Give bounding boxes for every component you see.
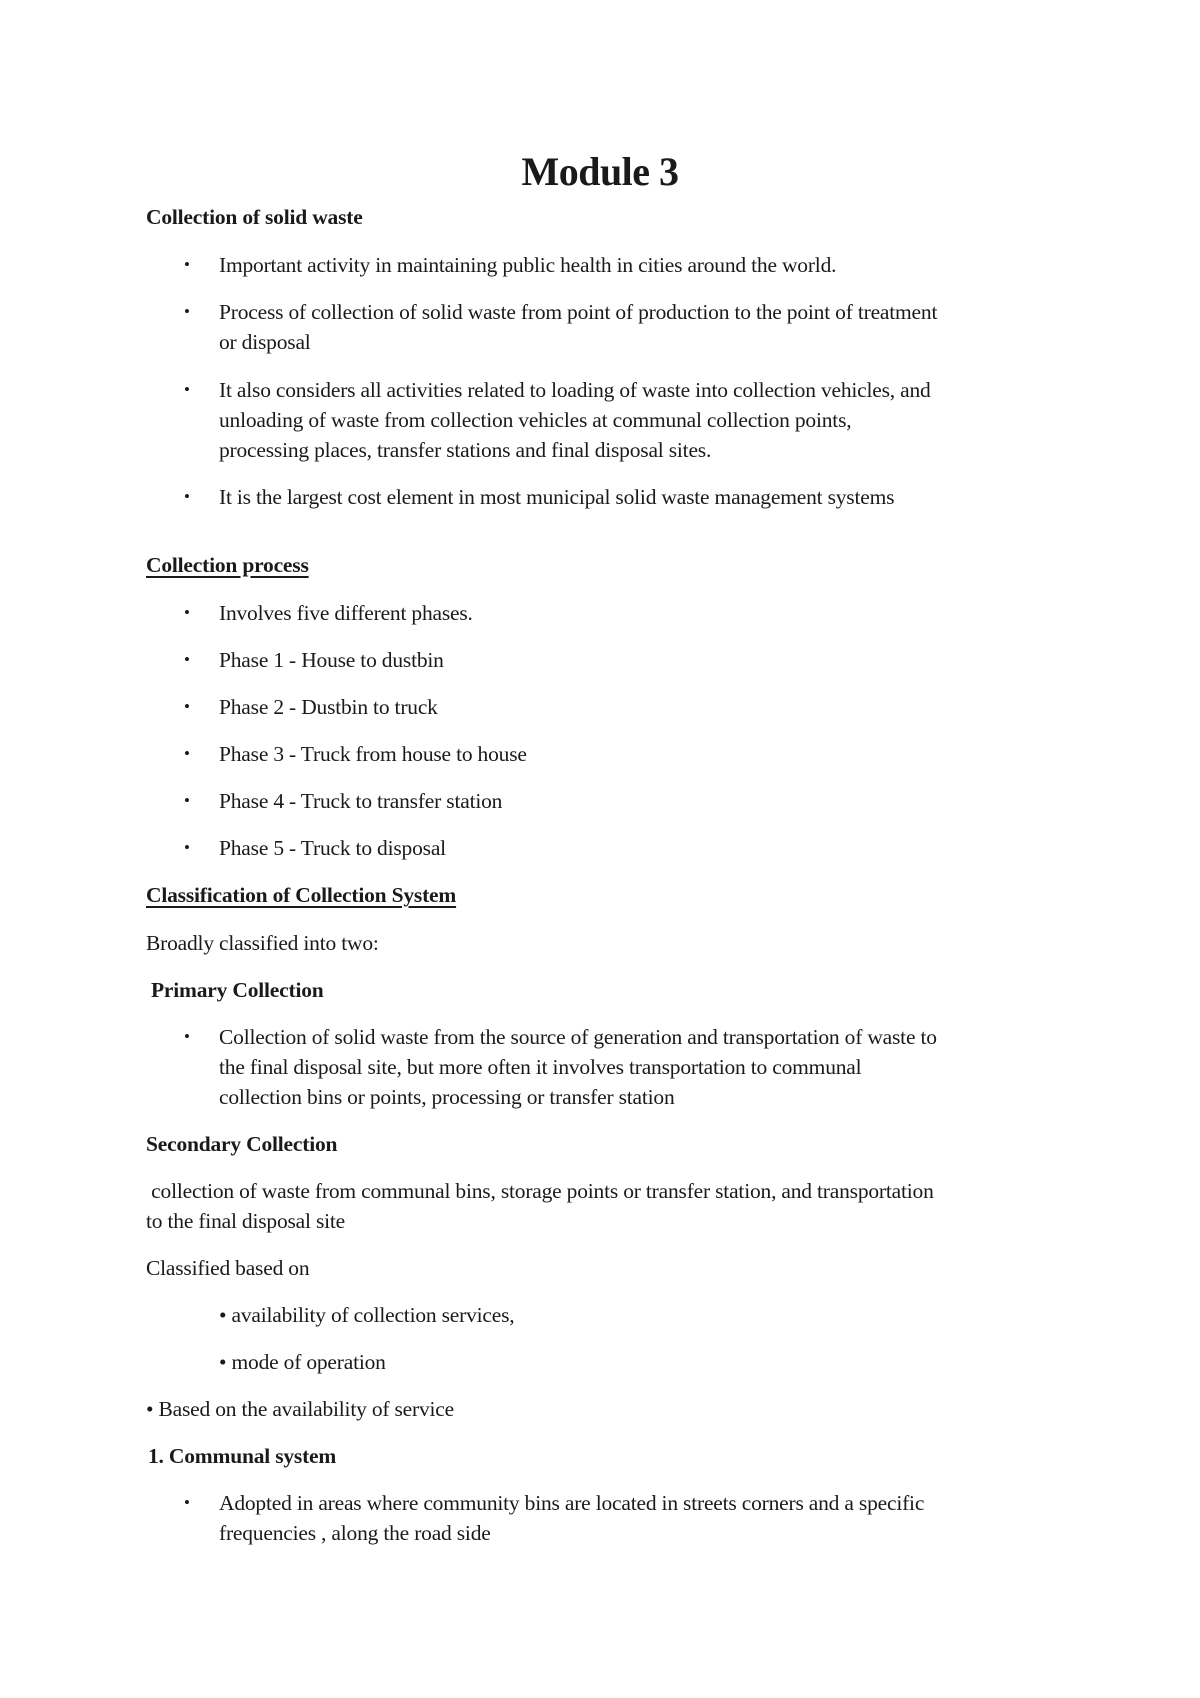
heading-classification: Classification of Collection System [146,883,457,907]
heading-collection-of-solid-waste: Collection of solid waste [146,205,363,229]
bullet-icon: • [184,697,190,716]
heading-collection-process: Collection process [146,553,309,577]
list-item-continuation: processing places, transfer stations and final disposal sites. [219,438,712,462]
heading-secondary-collection: Secondary Collection [146,1132,338,1156]
bullet-icon: • [184,1493,190,1512]
list-item: Involves five different phases. [219,601,473,625]
bullet-icon: • [184,1027,190,1046]
bullet-icon: • [184,255,190,274]
bullet-icon: • [184,603,190,622]
list-item-continuation: frequencies , along the road side [219,1521,491,1545]
page-title: Module 3 [521,149,679,194]
list-item-continuation: or disposal [219,330,311,354]
criteria-item: • availability of collection services, [219,1303,515,1327]
list-item: Process of collection of solid waste from point of production to the point of treatment [219,300,938,324]
heading-primary-collection: Primary Collection [151,978,324,1002]
bullet-icon: • [184,650,190,669]
list-item-continuation: collection bins or points, processing or transfer station [219,1085,675,1109]
bullet-icon: • [184,791,190,810]
classification-intro: Broadly classified into two: [146,931,379,955]
criteria-item: • mode of operation [219,1350,386,1374]
bullet-icon: • [184,380,190,399]
bullet-icon: • [184,838,190,857]
list-item: Phase 4 - Truck to transfer station [219,789,503,813]
bullet-icon: • [184,302,190,321]
classified-based-on: Classified based on [146,1256,310,1280]
bullet-icon: • [184,487,190,506]
list-item: Collection of solid waste from the source of generation and transportation of waste to [219,1025,937,1049]
secondary-collection-text: collection of waste from communal bins, storage points or transfer station, and transportation [146,1179,934,1203]
heading-communal-system: 1. Communal system [148,1444,337,1468]
list-item-continuation: unloading of waste from collection vehicles at communal collection points, [219,408,852,432]
list-item-continuation: the final disposal site, but more often it involves transportation to communal [219,1055,862,1079]
list-item: Important activity in maintaining public health in cities around the world. [219,253,837,277]
list-item: Adopted in areas where community bins are located in streets corners and a specific [219,1491,925,1515]
based-on-availability: • Based on the availability of service [146,1397,454,1421]
list-item: Phase 2 - Dustbin to truck [219,695,438,719]
list-item: It also considers all activities related to loading of waste into collection vehicles, and [219,378,931,402]
list-item: Phase 3 - Truck from house to house [219,742,527,766]
bullet-icon: • [184,744,190,763]
list-item: It is the largest cost element in most municipal solid waste management systems [219,485,895,509]
list-item: Phase 1 - House to dustbin [219,648,444,672]
list-item: Phase 5 - Truck to disposal [219,836,446,860]
secondary-collection-text-continuation: to the final disposal site [146,1209,346,1233]
